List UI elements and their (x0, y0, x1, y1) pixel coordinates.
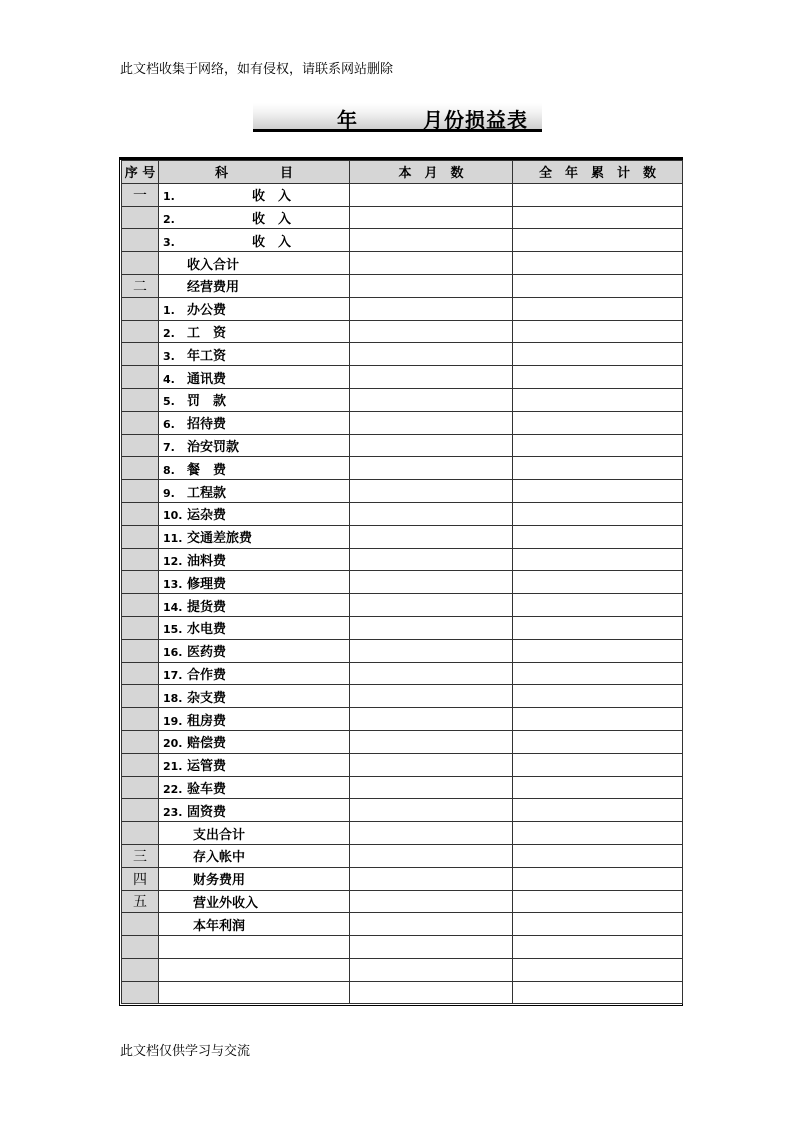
table-row (122, 229, 683, 252)
row-seq-cell (122, 252, 159, 275)
row-number: 12. (163, 554, 183, 568)
row-total-value-cell[interactable] (513, 753, 683, 776)
row-seq-cell (122, 730, 159, 753)
row-item-cell (159, 206, 350, 229)
row-number: 1. (163, 190, 175, 204)
row-item-cell (159, 297, 350, 320)
table-row (122, 708, 683, 731)
row-number: 17. (163, 668, 183, 682)
row-total-value-cell[interactable] (513, 913, 683, 936)
page-title (253, 103, 542, 132)
row-label: 收入合计 (187, 257, 240, 273)
row-total-value-cell[interactable] (513, 639, 683, 662)
row-month-value-cell[interactable] (350, 252, 513, 275)
row-label: 合作费 (187, 667, 227, 683)
table-row (122, 822, 683, 845)
row-seq-cell: 三 (122, 844, 159, 867)
row-number: 2. (163, 326, 175, 340)
row-month-value-cell[interactable] (350, 958, 513, 981)
row-seq-cell (122, 799, 159, 822)
row-month-value-cell[interactable] (350, 388, 513, 411)
row-month-value-cell[interactable] (350, 844, 513, 867)
row-label: 租房费 (187, 713, 227, 729)
row-seq-cell (122, 708, 159, 731)
row-item-cell (159, 730, 350, 753)
row-month-value-cell[interactable] (350, 571, 513, 594)
row-month-value-cell[interactable] (350, 867, 513, 890)
row-total-value-cell[interactable] (513, 297, 683, 320)
row-label: 罚 款 (187, 394, 227, 410)
row-total-value-cell[interactable] (513, 936, 683, 959)
row-item-cell (159, 708, 350, 731)
row-seq-cell (122, 229, 159, 252)
row-total-value-cell[interactable] (513, 616, 683, 639)
row-label: 招待费 (187, 417, 227, 433)
row-total-value-cell[interactable] (513, 867, 683, 890)
row-item-cell (159, 252, 350, 275)
row-label: 办公费 (187, 303, 227, 319)
row-label: 杂支费 (187, 690, 227, 706)
row-label: 支出合计 (193, 827, 246, 843)
table-row (122, 183, 683, 206)
row-seq-cell: 一 (122, 183, 159, 206)
table-row (122, 502, 683, 525)
row-total-value-cell[interactable] (513, 730, 683, 753)
column-header-total: 全 年 累 计 数 (513, 161, 683, 184)
row-number: 18. (163, 691, 183, 705)
row-seq-cell (122, 480, 159, 503)
table-row (122, 730, 683, 753)
row-label: 修理费 (187, 576, 227, 592)
table-row (122, 343, 683, 366)
row-label: 交通差旅费 (187, 531, 253, 547)
row-seq-cell (122, 206, 159, 229)
row-month-value-cell[interactable] (350, 206, 513, 229)
row-month-value-cell[interactable] (350, 457, 513, 480)
row-seq-cell (122, 594, 159, 617)
row-seq-cell (122, 685, 159, 708)
row-month-value-cell[interactable] (350, 548, 513, 571)
row-total-value-cell[interactable] (513, 320, 683, 343)
table-row (122, 480, 683, 503)
row-item-cell (159, 753, 350, 776)
row-month-value-cell[interactable] (350, 616, 513, 639)
row-number: 20. (163, 737, 183, 751)
table-row (122, 958, 683, 981)
row-total-value-cell[interactable] (513, 822, 683, 845)
row-seq-cell (122, 457, 159, 480)
row-item-cell (159, 388, 350, 411)
row-item-cell (159, 457, 350, 480)
row-month-value-cell[interactable] (350, 502, 513, 525)
table-row (122, 844, 683, 867)
row-month-value-cell[interactable] (350, 822, 513, 845)
table-row (122, 685, 683, 708)
row-seq-cell (122, 388, 159, 411)
row-seq-cell (122, 571, 159, 594)
row-number: 2. (163, 212, 175, 226)
table-row (122, 936, 683, 959)
row-total-value-cell[interactable] (513, 525, 683, 548)
row-month-value-cell[interactable] (350, 320, 513, 343)
row-label: 本年利润 (193, 918, 246, 934)
row-item-cell (159, 480, 350, 503)
table-row (122, 662, 683, 685)
row-number: 4. (163, 372, 175, 386)
row-month-value-cell[interactable] (350, 274, 513, 297)
row-item-cell (159, 913, 350, 936)
row-number: 10. (163, 509, 183, 523)
row-item-cell (159, 639, 350, 662)
row-seq-cell (122, 662, 159, 685)
table-row (122, 890, 683, 913)
row-number: 23. (163, 805, 183, 819)
row-total-value-cell[interactable] (513, 206, 683, 229)
table-row (122, 434, 683, 457)
table-row (122, 639, 683, 662)
table-row (122, 616, 683, 639)
row-label: 运杂费 (187, 508, 227, 524)
title-year: 年 (337, 108, 357, 132)
row-item-cell (159, 616, 350, 639)
row-number: 8. (163, 463, 175, 477)
row-seq-cell (122, 639, 159, 662)
row-month-value-cell[interactable] (350, 411, 513, 434)
row-total-value-cell[interactable] (513, 388, 683, 411)
row-number: 21. (163, 760, 183, 774)
row-total-value-cell[interactable] (513, 480, 683, 503)
table-row (122, 594, 683, 617)
row-month-value-cell[interactable] (350, 594, 513, 617)
profit-loss-table (121, 160, 683, 1004)
table-row (122, 252, 683, 275)
row-item-cell (159, 183, 350, 206)
row-total-value-cell[interactable] (513, 411, 683, 434)
row-item-cell (159, 525, 350, 548)
row-number: 13. (163, 577, 183, 591)
table-row (122, 799, 683, 822)
row-month-value-cell[interactable] (350, 913, 513, 936)
row-label: 固资费 (187, 804, 227, 820)
table-row (122, 571, 683, 594)
row-label: 治安罚款 (187, 439, 240, 455)
row-item-cell (159, 776, 350, 799)
table-row (122, 297, 683, 320)
row-seq-cell: 四 (122, 867, 159, 890)
row-total-value-cell[interactable] (513, 548, 683, 571)
table-header-row (122, 161, 683, 184)
table-row (122, 388, 683, 411)
row-month-value-cell[interactable] (350, 753, 513, 776)
table-row (122, 274, 683, 297)
row-total-value-cell[interactable] (513, 183, 683, 206)
row-month-value-cell[interactable] (350, 183, 513, 206)
row-month-value-cell[interactable] (350, 890, 513, 913)
column-header-month: 本 月 数 (350, 161, 513, 184)
row-label: 提货费 (187, 599, 227, 615)
row-label: 收 入 (187, 189, 292, 205)
row-item-cell (159, 981, 350, 1004)
row-seq-cell (122, 981, 159, 1004)
row-number: 5. (163, 395, 175, 409)
row-seq-cell (122, 913, 159, 936)
row-item-cell (159, 548, 350, 571)
row-total-value-cell[interactable] (513, 958, 683, 981)
row-total-value-cell[interactable] (513, 252, 683, 275)
row-number: 6. (163, 418, 175, 432)
table-row (122, 411, 683, 434)
row-number: 7. (163, 440, 175, 454)
row-label: 工 资 (187, 325, 227, 341)
row-seq-cell (122, 502, 159, 525)
row-item-cell (159, 274, 350, 297)
row-month-value-cell[interactable] (350, 685, 513, 708)
row-month-value-cell[interactable] (350, 434, 513, 457)
table-row (122, 776, 683, 799)
row-label: 存入帐中 (193, 850, 246, 866)
row-label: 年工资 (187, 348, 227, 364)
row-seq-cell (122, 343, 159, 366)
row-label: 经营费用 (187, 280, 240, 296)
row-month-value-cell[interactable] (350, 525, 513, 548)
table-row (122, 320, 683, 343)
row-month-value-cell[interactable] (350, 480, 513, 503)
row-item-cell (159, 343, 350, 366)
row-seq-cell: 五 (122, 890, 159, 913)
row-item-cell (159, 502, 350, 525)
row-item-cell (159, 571, 350, 594)
table-row (122, 525, 683, 548)
row-number: 15. (163, 623, 183, 637)
row-number: 3. (163, 349, 175, 363)
row-total-value-cell[interactable] (513, 434, 683, 457)
row-label: 赔偿费 (187, 736, 227, 752)
row-month-value-cell[interactable] (350, 639, 513, 662)
table-row (122, 548, 683, 571)
row-label: 运管费 (187, 759, 227, 775)
table-row (122, 981, 683, 1004)
row-month-value-cell[interactable] (350, 776, 513, 799)
row-label: 营业外收入 (193, 895, 259, 911)
row-label: 油料费 (187, 553, 227, 569)
row-total-value-cell[interactable] (513, 685, 683, 708)
row-seq-cell (122, 411, 159, 434)
row-seq-cell (122, 776, 159, 799)
table-body (122, 183, 683, 1004)
row-number: 3. (163, 235, 175, 249)
row-label: 通讯费 (187, 371, 227, 387)
row-total-value-cell[interactable] (513, 343, 683, 366)
row-number: 9. (163, 486, 175, 500)
row-number: 16. (163, 646, 183, 660)
row-item-cell (159, 320, 350, 343)
row-seq-cell: 二 (122, 274, 159, 297)
column-header-seq: 序 号 (122, 161, 159, 184)
row-item-cell (159, 936, 350, 959)
row-item-cell (159, 434, 350, 457)
row-seq-cell (122, 548, 159, 571)
row-number: 22. (163, 782, 183, 796)
row-month-value-cell[interactable] (350, 297, 513, 320)
row-seq-cell (122, 822, 159, 845)
row-total-value-cell[interactable] (513, 844, 683, 867)
row-seq-cell (122, 936, 159, 959)
row-item-cell (159, 594, 350, 617)
row-month-value-cell[interactable] (350, 662, 513, 685)
row-label: 餐 费 (187, 462, 227, 478)
row-label: 医药费 (187, 645, 227, 661)
row-item-cell (159, 844, 350, 867)
row-number: 19. (163, 714, 183, 728)
row-label: 验车费 (187, 781, 227, 797)
table-row (122, 913, 683, 936)
row-month-value-cell[interactable] (350, 936, 513, 959)
row-number: 11. (163, 532, 183, 546)
row-month-value-cell[interactable] (350, 730, 513, 753)
row-label: 财务费用 (193, 873, 246, 889)
row-total-value-cell[interactable] (513, 981, 683, 1004)
table-row (122, 753, 683, 776)
row-total-value-cell[interactable] (513, 662, 683, 685)
header-note: 此文档收集于网络，如有侵权，请联系网站删除 (120, 62, 394, 77)
row-total-value-cell[interactable] (513, 890, 683, 913)
row-total-value-cell[interactable] (513, 571, 683, 594)
row-seq-cell (122, 958, 159, 981)
row-item-cell (159, 366, 350, 389)
row-item-cell (159, 411, 350, 434)
row-month-value-cell[interactable] (350, 343, 513, 366)
row-item-cell (159, 229, 350, 252)
row-label: 工程款 (187, 485, 227, 501)
row-total-value-cell[interactable] (513, 502, 683, 525)
row-month-value-cell[interactable] (350, 981, 513, 1004)
row-number: 1. (163, 304, 175, 318)
title-month-part: 月份损益表 (423, 108, 528, 132)
table-row (122, 366, 683, 389)
row-month-value-cell[interactable] (350, 799, 513, 822)
row-total-value-cell[interactable] (513, 366, 683, 389)
row-item-cell (159, 685, 350, 708)
row-seq-cell (122, 320, 159, 343)
row-month-value-cell[interactable] (350, 366, 513, 389)
row-seq-cell (122, 753, 159, 776)
row-total-value-cell[interactable] (513, 229, 683, 252)
row-seq-cell (122, 525, 159, 548)
row-total-value-cell[interactable] (513, 776, 683, 799)
row-item-cell (159, 662, 350, 685)
row-label: 收 入 (187, 234, 292, 250)
row-total-value-cell[interactable] (513, 457, 683, 480)
row-seq-cell (122, 616, 159, 639)
column-header-item: 科 目 (159, 161, 350, 184)
row-item-cell (159, 822, 350, 845)
table-row (122, 867, 683, 890)
row-item-cell (159, 958, 350, 981)
row-total-value-cell[interactable] (513, 594, 683, 617)
row-total-value-cell[interactable] (513, 274, 683, 297)
table-row (122, 206, 683, 229)
row-total-value-cell[interactable] (513, 708, 683, 731)
row-label: 水电费 (187, 622, 227, 638)
row-month-value-cell[interactable] (350, 229, 513, 252)
row-month-value-cell[interactable] (350, 708, 513, 731)
row-seq-cell (122, 366, 159, 389)
row-item-cell (159, 890, 350, 913)
row-item-cell (159, 799, 350, 822)
row-seq-cell (122, 434, 159, 457)
row-total-value-cell[interactable] (513, 799, 683, 822)
table-row (122, 457, 683, 480)
row-seq-cell (122, 297, 159, 320)
row-label: 收 入 (187, 211, 292, 227)
row-number: 14. (163, 600, 183, 614)
footer-note: 此文档仅供学习与交流 (120, 1044, 251, 1059)
row-item-cell (159, 867, 350, 890)
